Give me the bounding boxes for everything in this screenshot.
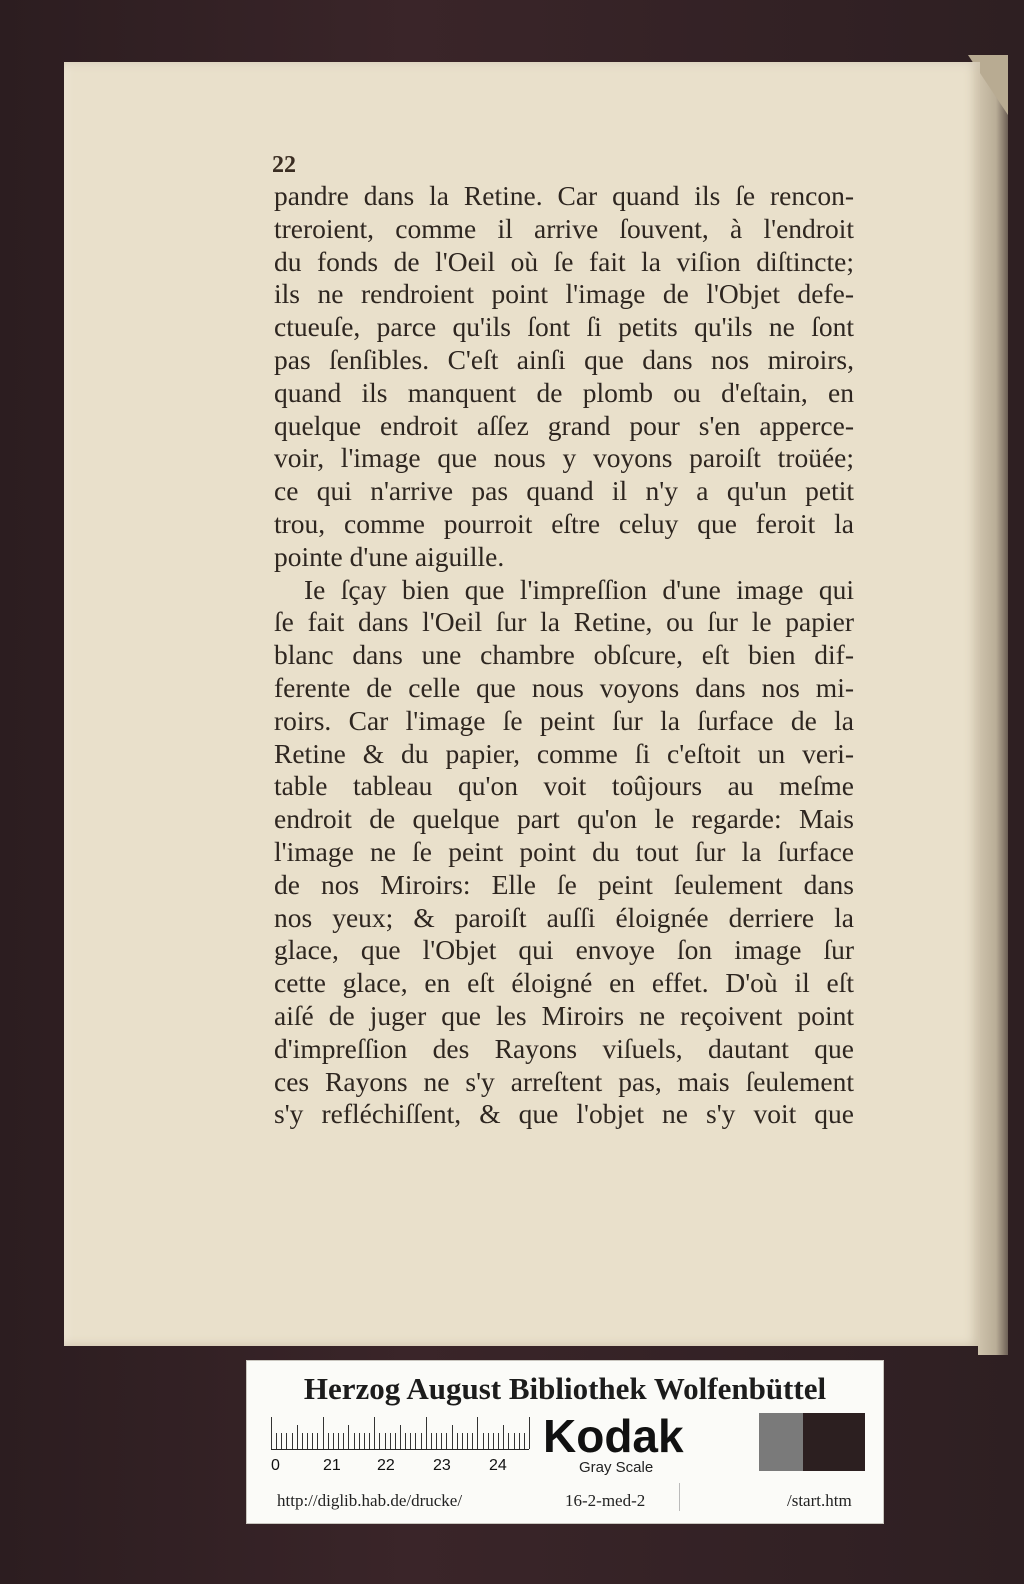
ruler-tick xyxy=(477,1417,478,1449)
ruler-label: 24 xyxy=(489,1457,507,1474)
text-line: Retine & du papier, comme ſi c'eſtoit un veri- xyxy=(274,737,854,769)
text-line: quand ils manquent de plomb ou d'eſtain, en xyxy=(274,376,854,408)
url-middle: 16-2-med-2 xyxy=(565,1491,646,1510)
ruler-tick xyxy=(462,1433,463,1449)
page-text xyxy=(274,180,854,1131)
ruler-tick xyxy=(421,1433,422,1449)
page-number: 22 xyxy=(272,152,296,178)
ruler-tick xyxy=(452,1425,453,1449)
text-line: ces Rayons ne s'y arreſtent pas, mais ſeulement xyxy=(274,1065,854,1097)
ruler-tick xyxy=(529,1417,530,1449)
ruler-tick xyxy=(400,1425,401,1449)
text-line: ferente de celle que nous voyons dans nos mi- xyxy=(274,671,854,703)
ruler-tick xyxy=(519,1433,520,1449)
ruler-tick xyxy=(426,1417,427,1449)
ruler-tick xyxy=(328,1433,329,1449)
gray-scale-label: Gray Scale xyxy=(579,1459,654,1476)
measurement-ruler xyxy=(271,1415,529,1450)
ruler-label: 0 xyxy=(271,1457,280,1474)
text-line: glace, que l'Objet qui envoye ſon image ſur xyxy=(274,934,854,966)
ruler-tick xyxy=(508,1433,509,1449)
ruler-tick xyxy=(405,1433,406,1449)
library-name: Herzog August Bibliothek Wolfenbüttel xyxy=(303,1371,827,1406)
ruler-tick xyxy=(410,1433,411,1449)
ruler-tick xyxy=(364,1433,365,1449)
gray-swatch xyxy=(759,1413,803,1471)
text-line: roirs. Car l'image ſe peint ſur la ſurface de la xyxy=(274,704,854,736)
ruler-tick xyxy=(498,1433,499,1449)
ruler-label: 21 xyxy=(323,1457,341,1474)
text-line: Ie ſçay bien que l'impreſſion d'une image qui xyxy=(304,573,854,605)
ruler-tick xyxy=(379,1433,380,1449)
ruler-tick xyxy=(281,1433,282,1449)
text-line: blanc dans une chambre obſcure, eſt bien dif- xyxy=(274,639,854,671)
ruler-tick xyxy=(488,1433,489,1449)
ruler-tick xyxy=(441,1433,442,1449)
ruler-tick xyxy=(467,1433,468,1449)
text-line: endroit de quelque part qu'on le regarde: Mais xyxy=(274,803,854,835)
ruler-tick xyxy=(395,1433,396,1449)
url-right: /start.htm xyxy=(787,1491,852,1510)
text-line: s'y refléchiſſent, & que l'objet ne s'y voit que xyxy=(274,1098,854,1130)
url-row xyxy=(247,1487,883,1517)
text-line: de nos Miroirs: Elle ſe peint ſeulement dans xyxy=(274,868,854,900)
text-line: trou, comme pourroit eſtre celuy que feroit la xyxy=(274,507,854,539)
ruler-tick xyxy=(514,1433,515,1449)
url-left: http://diglib.hab.de/drucke/ xyxy=(277,1491,463,1510)
text-line: pandre dans la Retine. Car quand ils ſe rencon- xyxy=(274,180,854,211)
kodak-logo: Kodak xyxy=(543,1410,684,1462)
text-line: aiſé de juger que les Miroirs ne reçoivent point xyxy=(274,999,854,1031)
ruler-label: 22 xyxy=(377,1457,395,1474)
ruler-tick xyxy=(297,1425,298,1449)
ruler-tick xyxy=(369,1433,370,1449)
text-line: ſe fait dans l'Oeil ſur la Retine, ou ſur le papier xyxy=(274,606,854,638)
ruler-tick xyxy=(302,1433,303,1449)
ruler-tick xyxy=(292,1433,293,1449)
color-target-card xyxy=(246,1360,884,1524)
text-line: ce qui n'arrive pas quand il n'y a qu'un petit xyxy=(274,475,854,507)
ruler-tick xyxy=(333,1433,334,1449)
text-line: treroient, comme il arrive ſouvent, à l'endroit xyxy=(274,212,854,244)
ruler-tick xyxy=(431,1433,432,1449)
page-edge xyxy=(978,55,1008,1355)
ruler-tick xyxy=(348,1425,349,1449)
text-line: ctueuſe, parce qu'ils ſont ſi petits qu'ils ne ſont xyxy=(274,311,854,343)
ruler-tick xyxy=(338,1433,339,1449)
ruler-tick xyxy=(390,1433,391,1449)
ruler-tick xyxy=(524,1433,525,1449)
text-line: du fonds de l'Oeil où ſe fait la viſion diſtincte; xyxy=(274,245,854,277)
ruler-tick xyxy=(343,1433,344,1449)
ruler-tick xyxy=(503,1425,504,1449)
text-line: ils ne rendroient point l'image de l'Objet defe- xyxy=(274,278,854,310)
text-line: pointe d'une aiguille. xyxy=(274,540,505,572)
text-line: voir, l'image que nous y voyons paroiſt troüée; xyxy=(274,442,854,474)
ruler-tick xyxy=(472,1433,473,1449)
ruler-tick xyxy=(317,1433,318,1449)
ruler-tick xyxy=(359,1433,360,1449)
ruler-labels xyxy=(271,1457,541,1477)
ruler-tick xyxy=(286,1433,287,1449)
text-line: table tableau qu'on voit toûjours au meſme xyxy=(274,770,854,802)
ruler-tick xyxy=(374,1417,375,1449)
ruler-tick xyxy=(415,1433,416,1449)
ruler-tick xyxy=(307,1433,308,1449)
text-line: pas ſenſibles. C'eſt ainſi que dans nos miroirs, xyxy=(274,343,854,375)
ruler-tick xyxy=(385,1433,386,1449)
text-line: d'impreſſion des Rayons viſuels, dautant que xyxy=(274,1032,854,1064)
text-line: nos yeux; & paroiſt auſſi éloignée derriere la xyxy=(274,901,854,933)
text-line: cette glace, en eſt éloigné en effet. D'où il eſt xyxy=(274,967,854,999)
ruler-tick xyxy=(323,1417,324,1449)
ruler-tick xyxy=(493,1433,494,1449)
ruler-tick xyxy=(457,1433,458,1449)
ruler-tick xyxy=(436,1433,437,1449)
ruler-tick xyxy=(483,1433,484,1449)
ruler-tick xyxy=(312,1433,313,1449)
text-line: quelque endroit aſſez grand pour s'en apperce- xyxy=(274,409,854,441)
ruler-tick xyxy=(354,1433,355,1449)
ruler-tick xyxy=(276,1433,277,1449)
dark-swatch xyxy=(803,1413,865,1471)
ruler-label: 23 xyxy=(433,1457,451,1474)
text-line: l'image ne ſe peint point du tout ſur la ſurface xyxy=(274,835,854,867)
ruler-tick xyxy=(271,1417,272,1449)
ruler-tick xyxy=(446,1433,447,1449)
